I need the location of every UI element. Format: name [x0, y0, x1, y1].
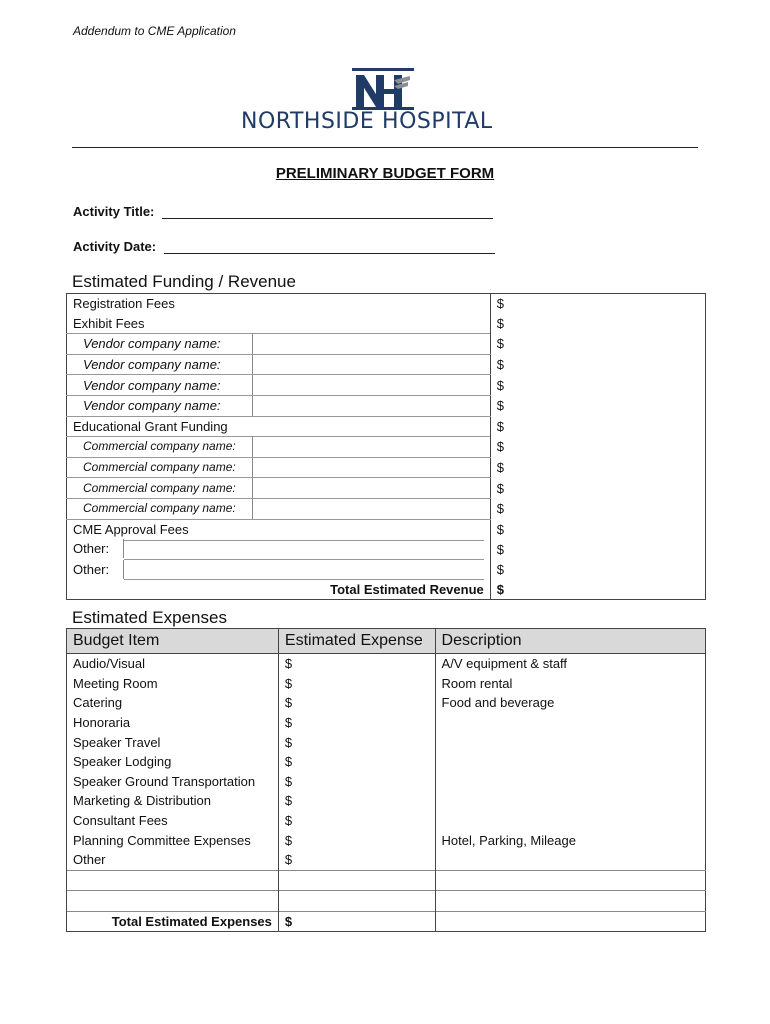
total-description-cell[interactable]: [435, 911, 705, 932]
amount-input[interactable]: $: [490, 519, 705, 539]
expenses-table: [66, 628, 706, 932]
expense-amount-input[interactable]: $: [278, 732, 435, 752]
budget-item-label: Other: [67, 850, 279, 870]
budget-item-label: Speaker Ground Transportation: [67, 772, 279, 792]
table-row: [67, 654, 706, 674]
table-row: [67, 772, 706, 792]
commercial-label: Commercial company name:: [67, 498, 253, 519]
amount-input[interactable]: $: [490, 416, 705, 437]
commercial-name-input[interactable]: [252, 437, 490, 458]
activity-title-label: Activity Title:: [73, 204, 155, 219]
blank-cell-input[interactable]: [435, 891, 705, 912]
expense-description[interactable]: [435, 772, 705, 792]
revenue-label: CME Approval Fees: [73, 521, 189, 537]
budget-item-label: Planning Committee Expenses: [67, 830, 279, 850]
logo-word-1: NORTHSIDE: [241, 109, 375, 134]
commercial-label: Commercial company name:: [67, 478, 253, 499]
expense-description[interactable]: [435, 811, 705, 831]
revenue-label: Educational Grant Funding: [73, 418, 228, 434]
hospital-name: [241, 108, 493, 134]
table-row: [67, 334, 706, 355]
table-row: [67, 811, 706, 831]
table-row: [67, 891, 706, 912]
amount-input[interactable]: $: [490, 560, 705, 580]
amount-input[interactable]: $: [490, 498, 705, 519]
commercial-name-input[interactable]: [252, 478, 490, 499]
blank-cell-input[interactable]: [278, 870, 435, 891]
expense-amount-input[interactable]: $: [278, 713, 435, 733]
vendor-label: Vendor company name:: [67, 375, 253, 396]
table-row: [67, 437, 706, 458]
table-header-row: [67, 629, 706, 654]
budget-item-label: Consultant Fees: [67, 811, 279, 831]
activity-title-input[interactable]: [162, 203, 493, 219]
budget-item-label: Audio/Visual: [67, 654, 279, 674]
table-row: [67, 498, 706, 519]
table-row: [67, 732, 706, 752]
table-row: [67, 294, 706, 314]
addendum-note: Addendum to CME Application: [73, 24, 236, 38]
table-row: [67, 830, 706, 850]
commercial-name-input[interactable]: [252, 498, 490, 519]
table-row: [67, 375, 706, 396]
vendor-name-input[interactable]: [252, 375, 490, 396]
expenses-heading: Estimated Expenses: [72, 608, 227, 627]
header-divider: [72, 147, 698, 148]
other-input[interactable]: [124, 561, 484, 580]
budget-item-label: Meeting Room: [67, 674, 279, 694]
other-label: Other:: [67, 560, 124, 579]
table-row: [67, 791, 706, 811]
budget-item-label: Speaker Lodging: [67, 752, 279, 772]
blank-cell-input[interactable]: [435, 870, 705, 891]
vendor-label: Vendor company name:: [67, 354, 253, 375]
expense-amount-input[interactable]: $: [278, 752, 435, 772]
table-row: [67, 314, 706, 334]
expense-amount-input[interactable]: $: [278, 830, 435, 850]
expense-description[interactable]: [435, 732, 705, 752]
amount-input[interactable]: $: [490, 334, 705, 355]
col-description: Description: [435, 629, 705, 654]
expense-description[interactable]: Food and beverage: [435, 693, 705, 713]
expense-description[interactable]: [435, 791, 705, 811]
table-row: [67, 850, 706, 870]
amount-input[interactable]: $: [490, 437, 705, 458]
expense-amount-input[interactable]: $: [278, 654, 435, 674]
expense-description[interactable]: Room rental: [435, 674, 705, 694]
total-revenue-label: Total Estimated Revenue: [330, 582, 484, 598]
expense-amount-input[interactable]: $: [278, 772, 435, 792]
col-estimated-expense: Estimated Expense: [278, 629, 435, 654]
expense-amount-input[interactable]: $: [278, 693, 435, 713]
revenue-label: Registration Fees: [73, 296, 175, 312]
expense-amount-input[interactable]: $: [278, 850, 435, 870]
amount-input[interactable]: $: [490, 314, 705, 334]
table-row: [67, 580, 706, 600]
other-cell: [67, 539, 491, 560]
activity-title-field: [73, 203, 493, 219]
table-row: [67, 519, 706, 539]
expense-description[interactable]: [435, 850, 705, 870]
total-expenses-input[interactable]: $: [278, 911, 435, 932]
blank-cell-input[interactable]: [67, 870, 279, 891]
col-budget-item: Budget Item: [67, 629, 279, 654]
expense-description[interactable]: Hotel, Parking, Mileage: [435, 830, 705, 850]
expense-description[interactable]: [435, 752, 705, 772]
commercial-label: Commercial company name:: [67, 437, 253, 458]
table-row: [67, 752, 706, 772]
commercial-name-input[interactable]: [252, 457, 490, 478]
amount-input[interactable]: $: [490, 354, 705, 375]
blank-cell-input[interactable]: [278, 891, 435, 912]
vendor-label: Vendor company name:: [67, 395, 253, 416]
table-row: [67, 693, 706, 713]
amount-input[interactable]: $: [490, 294, 705, 314]
budget-item-label: Marketing & Distribution: [67, 791, 279, 811]
table-row: [67, 539, 706, 560]
activity-date-field: [73, 238, 495, 254]
revenue-heading: Estimated Funding / Revenue: [72, 272, 296, 291]
amount-input[interactable]: $: [490, 375, 705, 396]
table-row: [67, 560, 706, 580]
expense-description[interactable]: A/V equipment & staff: [435, 654, 705, 674]
budget-item-label: Catering: [67, 693, 279, 713]
amount-input[interactable]: $: [490, 539, 705, 560]
table-row: [67, 911, 706, 932]
expense-amount-input[interactable]: $: [278, 674, 435, 694]
amount-input[interactable]: $: [490, 478, 705, 499]
blank-cell-input[interactable]: [67, 891, 279, 912]
other-input[interactable]: [124, 540, 484, 560]
vendor-label: Vendor company name:: [67, 334, 253, 355]
table-row: [67, 674, 706, 694]
table-row: [67, 870, 706, 891]
table-row: [67, 416, 706, 437]
total-revenue-input[interactable]: $: [490, 580, 705, 600]
commercial-label: Commercial company name:: [67, 457, 253, 478]
activity-date-label: Activity Date:: [73, 239, 157, 254]
budget-item-label: Speaker Travel: [67, 732, 279, 752]
table-row: [67, 478, 706, 499]
logo-word-2: HOSPITAL: [382, 109, 493, 134]
revenue-label: Exhibit Fees: [73, 315, 145, 331]
revenue-table: [66, 293, 706, 600]
table-row: [67, 713, 706, 733]
vendor-name-input[interactable]: [252, 334, 490, 355]
amount-input[interactable]: $: [490, 395, 705, 416]
expense-description[interactable]: [435, 713, 705, 733]
vendor-name-input[interactable]: [252, 395, 490, 416]
expense-amount-input[interactable]: $: [278, 811, 435, 831]
expense-amount-input[interactable]: $: [278, 791, 435, 811]
table-row: [67, 354, 706, 375]
vendor-name-input[interactable]: [252, 354, 490, 375]
table-row: [67, 395, 706, 416]
hospital-logo-icon: [350, 68, 416, 110]
other-label: Other:: [67, 539, 124, 558]
budget-item-label: Honoraria: [67, 713, 279, 733]
activity-date-input[interactable]: [164, 238, 495, 254]
amount-input[interactable]: $: [490, 457, 705, 478]
form-title: PRELIMINARY BUDGET FORM: [275, 165, 495, 182]
other-cell: [67, 560, 491, 580]
table-row: [67, 457, 706, 478]
total-expenses-label: Total Estimated Expenses: [67, 911, 279, 932]
